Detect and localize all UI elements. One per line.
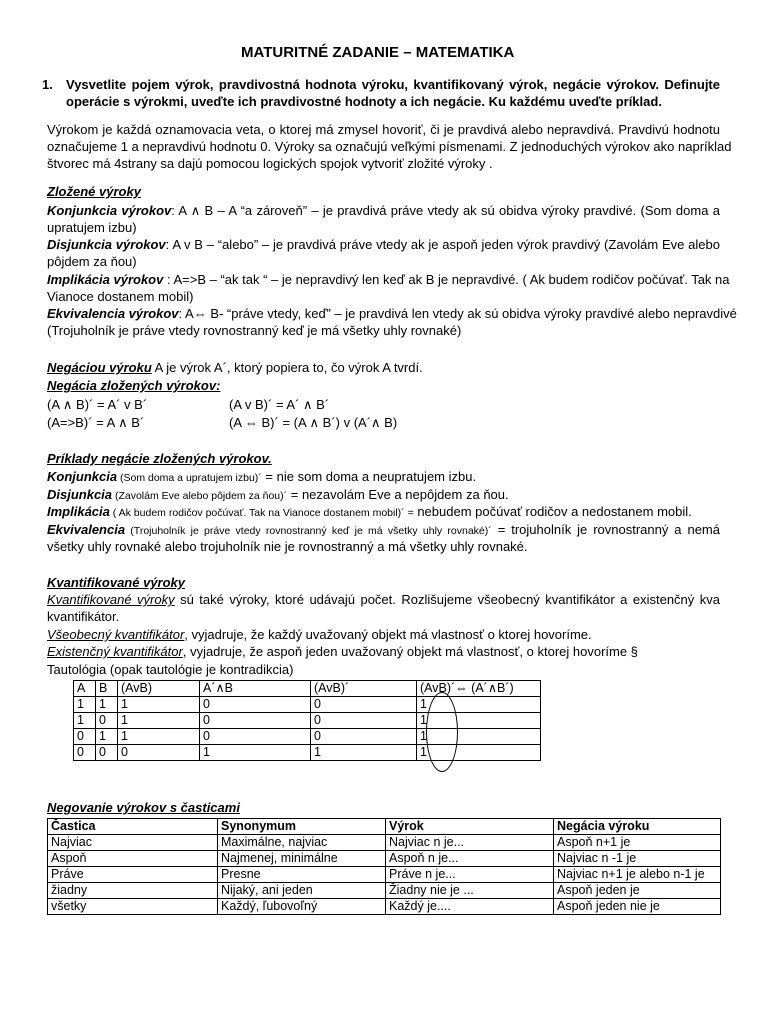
table-cell: všetky	[48, 899, 218, 915]
table-cell: Najviac	[48, 835, 218, 851]
table-cell: Práve	[48, 867, 218, 883]
table-cell: Nijaký, ani jeden	[218, 883, 386, 899]
intro-line-1: Výrokom je každá oznamovacia veta, o ktorej má zmysel hovoriť, či je pravdivá alebo nepravdivá. Pravdivú hodnotu	[47, 122, 720, 137]
priklad-disjunkcia-small: (Zavolám Eve alebo pôjdem za ňou)´	[112, 490, 288, 502]
negacia-formula-2-left: (A=>B)´ = A ∧ B´	[47, 415, 145, 430]
negacia-text: A je výrok A´, ktorý popiera to, čo výrok A tvrdí.	[151, 360, 423, 375]
truth-table-row	[74, 745, 541, 761]
tautology-column-ellipse	[426, 692, 458, 772]
tautologia-label: Tautológia (opak tautológie je kontradikcia)	[47, 662, 294, 677]
intro-line-2: označujeme 1 a nepravdivú hodnotu 0. Výroky sa označujú veľkými písmenami. Z jednoduchých výrokov ako napríklad	[47, 139, 732, 154]
column-header-2: Výrok	[386, 819, 554, 835]
kvantif-text-1b: kvantifikátor.	[47, 609, 120, 624]
negacia-formula-1-left: (A ∧ B)´ = A´ v B´	[47, 397, 148, 412]
negacia-formula-2-right: (A ⇔ B)´ = (A ∧ B´) v (A´∧ B)	[229, 415, 398, 430]
table-cell: Práve n je...	[386, 867, 554, 883]
table-cell: Najviac n+1 je alebo n-1 je	[554, 867, 721, 883]
disjunkcia-definition	[47, 236, 720, 254]
column-header-3: Negácia výroku	[554, 819, 721, 835]
table-cell: Žiadny nie je ...	[386, 883, 554, 899]
disjunkcia-text-2: pôjdem za ňou)	[47, 254, 137, 269]
implikacia-text: : A=>B – “ak tak “ – je nepravdivý len keď ak B je nepravdivé. ( Ak budem rodičov počúvať. Tak na	[163, 272, 730, 287]
column-header-2: (AvB)	[118, 681, 200, 697]
priklad-disjunkcia-text: = nezavolám Eve a nepôjdem za ňou.	[287, 487, 509, 502]
table-cell: 0	[96, 713, 118, 729]
negovanie-table-row	[48, 899, 721, 915]
disjunkcia-text: : A v B – “alebo” – je pravdivá práve vtedy ak je aspoň jeden výrok pravdivý (Zavolám Eve alebo	[165, 237, 720, 252]
negacia-label: Negáciou výroku	[47, 360, 152, 375]
column-header-0: A	[74, 681, 96, 697]
priklad-konjunkcia-small: (Som doma a upratujem izbu)´	[117, 472, 262, 484]
table-cell: 0	[200, 729, 311, 745]
table-cell: 0	[311, 697, 417, 713]
table-cell: Každý je....	[386, 899, 554, 915]
table-cell: 1	[417, 697, 541, 713]
column-header-0: Častica	[48, 819, 218, 835]
table-cell: 0	[96, 745, 118, 761]
table-cell: 1	[118, 729, 200, 745]
table-cell: 0	[200, 697, 311, 713]
document-title: MATURITNÉ ZADANIE – MATEMATIKA	[241, 44, 515, 61]
negovanie-table-header-row	[48, 819, 721, 835]
truth-table-header-row	[74, 681, 541, 697]
question-number: 1.	[42, 77, 53, 92]
table-cell: Každý, ľubovoľný	[218, 899, 386, 915]
negovanie-table-row	[48, 883, 721, 899]
implikacia-label: Implikácia výrokov	[47, 272, 164, 287]
question-line-2: operácie s výrokmi, uveďte ich pravdivostné hodnoty a ich negácie. Ku každému uveďte príklad.	[66, 94, 662, 109]
table-cell: Aspoň	[48, 851, 218, 867]
table-cell: 1	[417, 729, 541, 745]
table-cell: Presne	[218, 867, 386, 883]
table-cell: 1	[417, 745, 541, 761]
table-cell: 1	[311, 745, 417, 761]
column-header-1: B	[96, 681, 118, 697]
ekvivalencia-text: : A⇔ B- “práve vtedy, keď” – je pravdivá len vtedy ak sú obidva výroky pravdivé alebo nepravdivé	[178, 306, 737, 321]
table-cell: 1	[74, 697, 96, 713]
table-cell: Aspoň jeden je	[554, 883, 721, 899]
priklad-implikacia-small: ( Ak budem rodičov počúvať. Tak na Vianoce dostanem mobil)´ =	[109, 507, 414, 519]
negacia-definition	[47, 359, 423, 377]
kvantif-paragraph-2	[47, 626, 592, 644]
disjunkcia-label: Disjunkcia výrokov	[47, 237, 166, 252]
ekvivalencia-definition	[47, 305, 737, 323]
question-line-1: Vysvetlite pojem výrok, pravdivostná hodnota výroku, kvantifikovaný výrok, negácie výrokov. Definujte	[66, 77, 720, 92]
priklad-implikacia	[47, 503, 692, 522]
table-cell: 0	[74, 729, 96, 745]
priklad-ekvivalencia-text: = trojuholník je rovnostranný a nemá	[491, 522, 720, 537]
konjunkcia-definition	[47, 202, 720, 220]
table-cell: Aspoň n je...	[386, 851, 554, 867]
truth-table-row	[74, 729, 541, 745]
table-cell: 1	[74, 713, 96, 729]
kvantif-text-2: , vyjadruje, že každý uvažovaný objekt má vlastnosť o ktorej hovoríme.	[184, 627, 592, 642]
ekvivalencia-text-2: (Trojuholník je práve vtedy rovnostranný keď je má všetky uhly rovnaké)	[47, 323, 462, 338]
kvantif-heading: Kvantifikované výroky	[47, 575, 186, 590]
table-cell: žiadny	[48, 883, 218, 899]
table-cell: 0	[118, 745, 200, 761]
kvantif-label-3: Existenčný kvantifikátor	[47, 644, 183, 659]
intro-line-3: štvorec má 4strany sa dajú pomocou logických spojok vytvoriť zložité výroky .	[47, 156, 493, 171]
table-cell: 1	[96, 729, 118, 745]
table-cell: 1	[200, 745, 311, 761]
table-cell: Najviac n -1 je	[554, 851, 721, 867]
section-heading-slozene: Zložené výroky	[47, 184, 141, 199]
kvantif-label-2: Všeobecný kvantifikátor	[47, 627, 185, 642]
ekvivalencia-label: Ekvivalencia výrokov	[47, 306, 179, 321]
column-header-1: Synonymum	[218, 819, 386, 835]
kvantif-label-1: Kvantifikované výroky	[47, 592, 175, 607]
column-header-3: A´∧B	[200, 681, 311, 697]
table-cell: 1	[417, 713, 541, 729]
truth-table-row	[74, 713, 541, 729]
table-cell: 0	[200, 713, 311, 729]
table-cell: 1	[118, 713, 200, 729]
priklad-ekvivalencia-small: (Trojuholník je práve vtedy rovnostranný keď je má všetky uhly rovnaké)´	[125, 525, 492, 537]
priklad-konjunkcia	[47, 468, 476, 487]
konjunkcia-text-2: upratujem izbu)	[47, 220, 137, 235]
priklad-konjunkcia-text: = nie som doma a neupratujem izbu.	[261, 469, 477, 484]
negovanie-table-row	[48, 867, 721, 883]
kvantif-text-3: , vyjadruje, že aspoň jeden uvažovaný objekt má vlastnosť, o ktorej hovoríme §	[182, 644, 638, 659]
negovanie-heading: Negovanie výrokov s časticami	[47, 800, 240, 815]
truth-table-row	[74, 697, 541, 713]
implikacia-text-2: Vianoce dostanem mobil)	[47, 289, 194, 304]
table-cell: 1	[96, 697, 118, 713]
kvantif-text-1: sú také výroky, ktoré udávajú počet. Rozlišujeme všeobecný kvantifikátor a existenčný kva	[174, 592, 720, 607]
priklad-implikacia-text: nebudem počúvať rodičov a nedostanem mobil.	[413, 504, 692, 519]
column-header-5: (AvB)´⇔ (A´∧B´)	[417, 681, 541, 697]
konjunkcia-label: Konjunkcia výrokov	[47, 203, 172, 218]
truth-table	[73, 680, 541, 761]
table-cell: Aspoň n+1 je	[554, 835, 721, 851]
table-cell: Najmenej, minimálne	[218, 851, 386, 867]
table-cell: 1	[118, 697, 200, 713]
kvantif-paragraph-3	[47, 643, 638, 661]
negovanie-table-row	[48, 835, 721, 851]
priklad-implikacia-label: Implikácia	[47, 504, 110, 519]
priklad-konjunkcia-label: Konjunkcia	[47, 469, 118, 484]
kvantif-paragraph-1	[47, 591, 720, 609]
negacia-formula-1-right: (A v B)´ = A´ ∧ B´	[229, 397, 330, 412]
negacia-heading: Negácia zložených výrokov:	[47, 378, 221, 393]
table-cell: Aspoň jeden nie je	[554, 899, 721, 915]
priklady-heading: Príklady negácie zložených výrokov.	[47, 451, 272, 466]
table-cell: Maximálne, najviac	[218, 835, 386, 851]
table-cell: 0	[311, 713, 417, 729]
column-header-4: (AvB)´	[311, 681, 417, 697]
konjunkcia-text: : A ∧ B – A “a zároveň” – je pravdivá práve vtedy ak sú obidva výroky pravdivé. (Som doma a	[171, 203, 720, 218]
priklad-disjunkcia-label: Disjunkcia	[47, 487, 113, 502]
table-cell: 0	[74, 745, 96, 761]
implikacia-definition	[47, 271, 730, 289]
table-cell: 0	[311, 729, 417, 745]
priklad-ekvivalencia-text-2: všetky uhly rovnaké alebo trojuholník nie je rovnostranný a má všetky uhly rovnaké.	[47, 539, 528, 554]
negovanie-table-row	[48, 851, 721, 867]
negovanie-table	[47, 818, 721, 915]
priklad-ekvivalencia-label: Ekvivalencia	[47, 522, 126, 537]
table-cell: Najviac n je...	[386, 835, 554, 851]
